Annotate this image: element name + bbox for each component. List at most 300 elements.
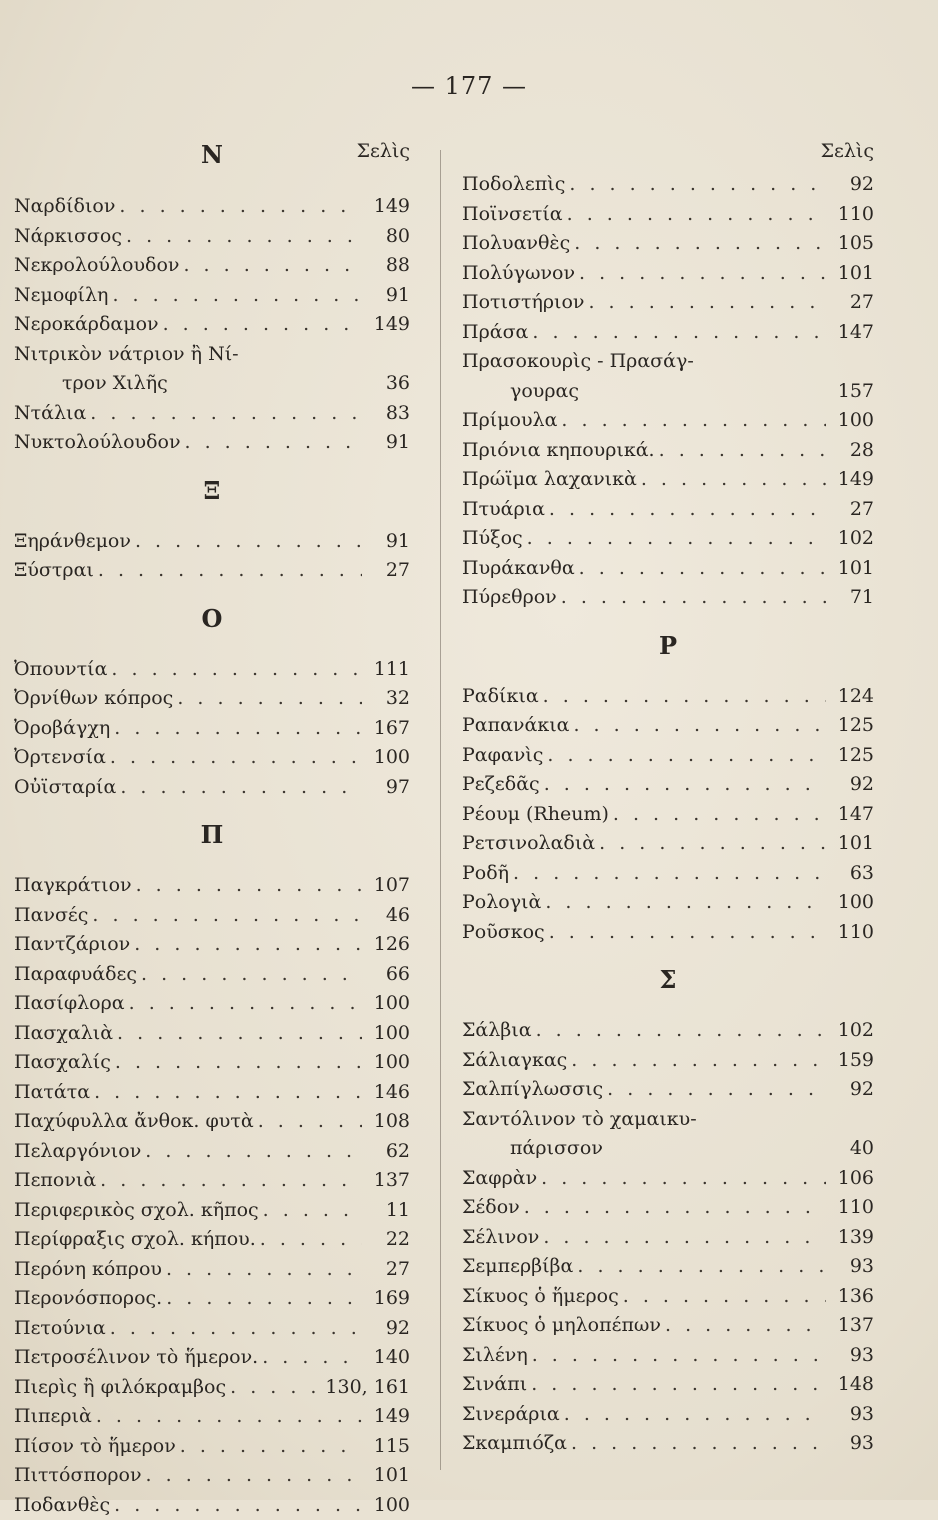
entry-page: 102 bbox=[826, 524, 874, 554]
entry-page: 22 bbox=[362, 1225, 410, 1255]
index-entry bbox=[14, 281, 410, 311]
right-column-header: Σελὶς bbox=[462, 140, 874, 170]
leader-dots bbox=[106, 743, 362, 773]
entry-term: Ρέουμ (Rheum) bbox=[462, 800, 609, 830]
entry-page: 105 bbox=[826, 229, 874, 259]
leader-dots bbox=[131, 527, 362, 557]
leader-dots bbox=[575, 554, 826, 584]
index-entry bbox=[462, 682, 874, 712]
index-entry bbox=[14, 901, 410, 931]
index-entry bbox=[462, 1341, 874, 1371]
leader-dots bbox=[563, 200, 826, 230]
entry-term: Πράσα bbox=[462, 318, 528, 348]
leader-dots bbox=[509, 859, 826, 889]
entry-term: Οὐϊσταρία bbox=[14, 773, 116, 803]
entry-page: 28 bbox=[826, 436, 874, 466]
leader-dots bbox=[113, 1019, 362, 1049]
entry-page: 126 bbox=[362, 930, 410, 960]
entry-term: Πρασοκουρὶς - Πρασάγ- bbox=[462, 347, 694, 377]
leader-dots bbox=[567, 1429, 826, 1459]
entry-term: Νεμοφίλη bbox=[14, 281, 108, 311]
leader-dots bbox=[565, 170, 826, 200]
entry-page: 101 bbox=[826, 259, 874, 289]
entry-page: 36 bbox=[362, 369, 410, 399]
leader-dots bbox=[94, 556, 362, 586]
entry-page: 63 bbox=[826, 859, 874, 889]
section-letter: Ρ bbox=[462, 631, 874, 660]
entry-page: 106 bbox=[826, 1164, 874, 1194]
entry-page: 71 bbox=[826, 583, 874, 613]
entry-page: 66 bbox=[362, 960, 410, 990]
entry-page: 27 bbox=[826, 495, 874, 525]
page-number: — 177 — bbox=[0, 72, 938, 100]
entry-term: Σινάπι bbox=[462, 1370, 527, 1400]
entry-page: 140 bbox=[362, 1343, 410, 1373]
section-letter: Σ bbox=[462, 965, 874, 994]
entry-page: 137 bbox=[826, 1311, 874, 1341]
entry-page: 136 bbox=[826, 1282, 874, 1312]
index-entry bbox=[14, 655, 410, 685]
index-entry bbox=[14, 1402, 410, 1432]
entry-page: 111 bbox=[362, 655, 410, 685]
leader-dots bbox=[106, 1314, 362, 1344]
leader-dots bbox=[108, 281, 362, 311]
leader-dots bbox=[567, 1046, 826, 1076]
index-entry bbox=[462, 524, 874, 554]
index-entry bbox=[14, 1078, 410, 1108]
leader-dots bbox=[537, 1164, 826, 1194]
entry-page: 100 bbox=[362, 743, 410, 773]
entry-term: Ροδῆ bbox=[462, 859, 509, 889]
entry-page: 100 bbox=[826, 406, 874, 436]
entry-term: Σινεράρια bbox=[462, 1400, 560, 1430]
entry-term: Πυράκανθα bbox=[462, 554, 575, 584]
entry-page: 32 bbox=[362, 684, 410, 714]
entry-page: 110 bbox=[826, 918, 874, 948]
entry-page: 125 bbox=[826, 741, 874, 771]
entry-term: Πιπεριὰ bbox=[14, 1402, 92, 1432]
leader-dots bbox=[541, 888, 826, 918]
entry-page: 159 bbox=[826, 1046, 874, 1076]
leader-dots bbox=[110, 1491, 362, 1520]
index-entry bbox=[14, 1284, 410, 1314]
entry-page: 93 bbox=[826, 1400, 874, 1430]
entry-term: Σάλιαγκας bbox=[462, 1046, 567, 1076]
leader-dots bbox=[570, 229, 826, 259]
index-entry bbox=[14, 743, 410, 773]
entry-page: 169 bbox=[362, 1284, 410, 1314]
index-entry bbox=[462, 1134, 874, 1164]
leader-dots bbox=[142, 1461, 362, 1491]
index-entry bbox=[14, 251, 410, 281]
entry-term: Πετροσέλινον τὸ ἥμερον. bbox=[14, 1343, 258, 1373]
entry-term: Παγκράτιον bbox=[14, 871, 132, 901]
entry-term: Ὀρνίθων κόπρος bbox=[14, 684, 173, 714]
entry-page: 100 bbox=[362, 1491, 410, 1520]
leader-dots bbox=[528, 318, 826, 348]
entry-page: 139 bbox=[826, 1223, 874, 1253]
entry-page: 83 bbox=[362, 399, 410, 429]
leader-dots bbox=[130, 930, 362, 960]
index-entry bbox=[14, 192, 410, 222]
entry-page: 149 bbox=[362, 310, 410, 340]
entry-term: Πρίμουλα bbox=[462, 406, 557, 436]
entry-term: Ὀρτενσία bbox=[14, 743, 106, 773]
entry-term: Πατάτα bbox=[14, 1078, 90, 1108]
entry-page: 149 bbox=[826, 465, 874, 495]
leader-dots bbox=[532, 1016, 826, 1046]
index-entry bbox=[462, 554, 874, 584]
index-entry bbox=[14, 1196, 410, 1226]
entry-page: 27 bbox=[362, 556, 410, 586]
leader-dots bbox=[619, 1282, 826, 1312]
index-entry bbox=[14, 1461, 410, 1491]
entry-term: Ρολογιὰ bbox=[462, 888, 541, 918]
leader-dots bbox=[528, 1341, 826, 1371]
index-entry bbox=[462, 465, 874, 495]
leader-dots bbox=[115, 192, 362, 222]
index-entry bbox=[462, 495, 874, 525]
leader-dots bbox=[107, 655, 362, 685]
leader-dots bbox=[162, 1284, 362, 1314]
leader-dots bbox=[254, 1107, 362, 1137]
leader-dots bbox=[173, 684, 362, 714]
index-entry bbox=[14, 556, 410, 586]
entry-page: 92 bbox=[826, 170, 874, 200]
index-entry bbox=[14, 1373, 410, 1403]
entry-term: Πιερὶς ἢ φιλόκραμβος bbox=[14, 1373, 226, 1403]
entry-page: 157 bbox=[826, 377, 874, 407]
leader-dots bbox=[256, 1225, 362, 1255]
entry-page: 167 bbox=[362, 714, 410, 744]
entry-page: 125 bbox=[826, 711, 874, 741]
entry-term: γουρας bbox=[462, 377, 579, 407]
leader-dots bbox=[609, 800, 826, 830]
entry-term: τρον Χιλῆς bbox=[14, 369, 168, 399]
entry-term: Σεμπερβίβα bbox=[462, 1252, 573, 1282]
entry-term: Σέδον bbox=[462, 1193, 520, 1223]
entry-page: 93 bbox=[826, 1252, 874, 1282]
index-entry bbox=[14, 340, 410, 370]
entry-term: Ὀπουντία bbox=[14, 655, 107, 685]
entry-page: 93 bbox=[826, 1341, 874, 1371]
entry-page: 97 bbox=[362, 773, 410, 803]
right-column bbox=[462, 140, 874, 1459]
entry-page: 137 bbox=[362, 1166, 410, 1196]
leader-dots bbox=[258, 1343, 362, 1373]
leader-dots bbox=[637, 465, 826, 495]
leader-dots bbox=[110, 714, 362, 744]
index-entry bbox=[14, 527, 410, 557]
leader-dots bbox=[575, 259, 826, 289]
index-entry bbox=[462, 741, 874, 771]
entry-page: 110 bbox=[826, 1193, 874, 1223]
index-entry bbox=[462, 200, 874, 230]
index-entry bbox=[14, 222, 410, 252]
index-entry bbox=[14, 989, 410, 1019]
index-entry bbox=[462, 1282, 874, 1312]
index-entry bbox=[462, 800, 874, 830]
index-entry bbox=[462, 1075, 874, 1105]
entry-term: Σέλινον bbox=[462, 1223, 539, 1253]
entry-term: Ραπανάκια bbox=[462, 711, 569, 741]
entry-term: Ραφανὶς bbox=[462, 741, 543, 771]
index-entry bbox=[14, 428, 410, 458]
entry-term: Παραφυάδες bbox=[14, 960, 137, 990]
section-letter: Ξ bbox=[14, 476, 410, 505]
index-entry bbox=[462, 229, 874, 259]
leader-dots bbox=[125, 989, 362, 1019]
entry-page: 100 bbox=[362, 989, 410, 1019]
leader-dots bbox=[545, 918, 826, 948]
leader-dots bbox=[90, 1078, 362, 1108]
entry-term: πάρισσον bbox=[462, 1134, 603, 1164]
entry-term: Πύρεθρον bbox=[462, 583, 557, 613]
entry-term: Ραδίκια bbox=[462, 682, 539, 712]
entry-term: Πασχαλίς bbox=[14, 1048, 111, 1078]
leader-dots bbox=[86, 399, 362, 429]
index-entry bbox=[462, 1223, 874, 1253]
index-entry bbox=[14, 1491, 410, 1520]
leader-dots bbox=[560, 1400, 826, 1430]
leader-dots bbox=[573, 1252, 826, 1282]
index-entry bbox=[462, 1429, 874, 1459]
entry-term: Πασχαλιὰ bbox=[14, 1019, 113, 1049]
entry-page: 107 bbox=[362, 871, 410, 901]
leader-dots bbox=[539, 682, 826, 712]
entry-term: Σιλένη bbox=[462, 1341, 528, 1371]
entry-page: 149 bbox=[362, 192, 410, 222]
entry-term: Πίσον τὸ ἥμερον bbox=[14, 1432, 176, 1462]
index-entry bbox=[14, 369, 410, 399]
entry-term: Ποδανθὲς bbox=[14, 1491, 110, 1520]
entry-term: Σκαμπιόζα bbox=[462, 1429, 567, 1459]
leader-dots bbox=[557, 406, 826, 436]
leader-dots bbox=[122, 222, 362, 252]
entry-page: 149 bbox=[362, 1402, 410, 1432]
leader-dots bbox=[523, 524, 826, 554]
entry-page: 88 bbox=[362, 251, 410, 281]
entry-term: Ποδολεπὶς bbox=[462, 170, 565, 200]
leader-dots bbox=[179, 251, 362, 281]
index-entry bbox=[14, 714, 410, 744]
entry-term: Πελαργόνιον bbox=[14, 1137, 141, 1167]
leader-dots bbox=[603, 1075, 826, 1105]
entry-term: Πύξος bbox=[462, 524, 523, 554]
entry-page: 102 bbox=[826, 1016, 874, 1046]
leader-dots bbox=[557, 583, 826, 613]
entry-term: Ποτιστήριον bbox=[462, 288, 584, 318]
entry-page: 27 bbox=[826, 288, 874, 318]
entry-page: 93 bbox=[826, 1429, 874, 1459]
index-entry bbox=[462, 1105, 874, 1135]
leader-dots bbox=[176, 1432, 362, 1462]
entry-page: 92 bbox=[362, 1314, 410, 1344]
column-divider bbox=[440, 150, 441, 1470]
left-column-header: Σελὶς bbox=[14, 140, 410, 170]
section-letter: Ν bbox=[14, 140, 410, 170]
entry-term: Σίκυος ὁ μηλοπέπων bbox=[462, 1311, 661, 1341]
index-entry bbox=[462, 770, 874, 800]
leader-dots bbox=[527, 1370, 826, 1400]
index-entry bbox=[14, 930, 410, 960]
entry-term: Περόνη κόπρου bbox=[14, 1255, 162, 1285]
entry-page: 101 bbox=[362, 1461, 410, 1491]
index-entry bbox=[462, 859, 874, 889]
entry-page: 130, 161 bbox=[325, 1373, 410, 1403]
leader-dots bbox=[655, 436, 826, 466]
index-entry bbox=[462, 288, 874, 318]
index-entry bbox=[462, 318, 874, 348]
entry-term: Περίφραξις σχολ. κήπου. bbox=[14, 1225, 256, 1255]
entry-term: Ποϊνσετία bbox=[462, 200, 563, 230]
entry-term: Ξύστραι bbox=[14, 556, 94, 586]
index-entry bbox=[462, 583, 874, 613]
entry-term: Πιττόσπορον bbox=[14, 1461, 142, 1491]
entry-term: Νεκρολούλουδον bbox=[14, 251, 179, 281]
leader-dots bbox=[543, 741, 826, 771]
entry-term: Παντζάριον bbox=[14, 930, 130, 960]
entry-page: 27 bbox=[362, 1255, 410, 1285]
leader-dots bbox=[88, 901, 362, 931]
leader-dots bbox=[661, 1311, 826, 1341]
entry-term: Σίκυος ὁ ἥμερος bbox=[462, 1282, 619, 1312]
entry-page: 46 bbox=[362, 901, 410, 931]
leader-dots bbox=[584, 288, 826, 318]
index-entry bbox=[462, 436, 874, 466]
entry-page: 101 bbox=[826, 829, 874, 859]
entry-term: Πολυανθὲς bbox=[462, 229, 570, 259]
index-entry bbox=[14, 310, 410, 340]
entry-page: 147 bbox=[826, 318, 874, 348]
index-entry bbox=[14, 1255, 410, 1285]
index-entry bbox=[462, 1252, 874, 1282]
entry-term: Ξηράνθεμον bbox=[14, 527, 131, 557]
index-entry bbox=[14, 1107, 410, 1137]
leader-dots bbox=[116, 773, 362, 803]
entry-term: Πεπονιὰ bbox=[14, 1166, 96, 1196]
leader-dots bbox=[162, 1255, 362, 1285]
entry-term: Σαλπίγλωσσις bbox=[462, 1075, 603, 1105]
entry-term: Ντάλια bbox=[14, 399, 86, 429]
entry-page: 101 bbox=[826, 554, 874, 584]
index-entry bbox=[462, 1400, 874, 1430]
leader-dots bbox=[181, 428, 363, 458]
leader-dots bbox=[595, 829, 826, 859]
index-entry bbox=[462, 829, 874, 859]
leader-dots bbox=[159, 310, 362, 340]
entry-page: 11 bbox=[362, 1196, 410, 1226]
leader-dots bbox=[137, 960, 362, 990]
index-entry bbox=[462, 1193, 874, 1223]
entry-page: 80 bbox=[362, 222, 410, 252]
index-entry bbox=[462, 711, 874, 741]
leader-dots bbox=[92, 1402, 362, 1432]
entry-term: Παχύφυλλα ἄνθοκ. φυτὰ bbox=[14, 1107, 254, 1137]
leader-dots bbox=[132, 871, 362, 901]
section-letter: Ο bbox=[14, 604, 410, 633]
entry-term: Πασίφλορα bbox=[14, 989, 125, 1019]
leader-dots bbox=[141, 1137, 362, 1167]
entry-page: 100 bbox=[826, 888, 874, 918]
entry-term: Πολύγωνον bbox=[462, 259, 575, 289]
index-entry bbox=[462, 347, 874, 377]
entry-term: Νυκτολούλουδον bbox=[14, 428, 181, 458]
leader-dots bbox=[226, 1373, 325, 1403]
entry-term: Νιτρικὸν νάτριον ἢ Νί- bbox=[14, 340, 239, 370]
index-entry bbox=[14, 1048, 410, 1078]
index-entry bbox=[14, 1225, 410, 1255]
entry-page: 91 bbox=[362, 428, 410, 458]
index-entry bbox=[462, 1016, 874, 1046]
entry-page: 147 bbox=[826, 800, 874, 830]
entry-page: 92 bbox=[826, 770, 874, 800]
index-entry bbox=[14, 684, 410, 714]
entry-page: 62 bbox=[362, 1137, 410, 1167]
entry-term: Ὀροβάγχη bbox=[14, 714, 110, 744]
entry-page: 148 bbox=[826, 1370, 874, 1400]
index-entry bbox=[462, 888, 874, 918]
index-entry bbox=[14, 399, 410, 429]
index-entry bbox=[462, 1311, 874, 1341]
entry-term: Σαφρὰν bbox=[462, 1164, 537, 1194]
index-entry bbox=[14, 1137, 410, 1167]
left-column bbox=[14, 140, 410, 1520]
entry-page: 110 bbox=[826, 200, 874, 230]
entry-term: Πτυάρια bbox=[462, 495, 545, 525]
entry-term: Πριόνια κηπουρικά. bbox=[462, 436, 655, 466]
index-entry bbox=[462, 259, 874, 289]
entry-term: Πρώϊμα λαχανικὰ bbox=[462, 465, 637, 495]
index-entry bbox=[14, 1019, 410, 1049]
index-entry bbox=[14, 773, 410, 803]
entry-page: 115 bbox=[362, 1432, 410, 1462]
entry-page: 91 bbox=[362, 281, 410, 311]
index-entry bbox=[462, 1046, 874, 1076]
leader-dots bbox=[259, 1196, 362, 1226]
leader-dots bbox=[111, 1048, 362, 1078]
index-entry bbox=[14, 1166, 410, 1196]
entry-term: Ρεζεδᾶς bbox=[462, 770, 540, 800]
entry-term: Πανσές bbox=[14, 901, 88, 931]
leader-dots bbox=[96, 1166, 362, 1196]
index-entry bbox=[14, 1314, 410, 1344]
entry-term: Νάρκισσος bbox=[14, 222, 122, 252]
leader-dots bbox=[569, 711, 826, 741]
entry-page: 40 bbox=[826, 1134, 874, 1164]
index-entry bbox=[462, 918, 874, 948]
leader-dots bbox=[540, 770, 826, 800]
entry-page: 100 bbox=[362, 1048, 410, 1078]
entry-term: Ροῦσκος bbox=[462, 918, 545, 948]
index-entry bbox=[462, 1370, 874, 1400]
entry-term: Ναρδίδιον bbox=[14, 192, 115, 222]
index-entry bbox=[14, 960, 410, 990]
entry-page: 91 bbox=[362, 527, 410, 557]
entry-page: 108 bbox=[362, 1107, 410, 1137]
entry-page: 146 bbox=[362, 1078, 410, 1108]
leader-dots bbox=[539, 1223, 826, 1253]
entry-term: Σαντόλινον τὸ χαμαικυ- bbox=[462, 1105, 697, 1135]
index-entry bbox=[14, 871, 410, 901]
index-entry bbox=[462, 377, 874, 407]
index-entry bbox=[14, 1343, 410, 1373]
entry-page: 100 bbox=[362, 1019, 410, 1049]
index-entry bbox=[462, 170, 874, 200]
entry-page: 124 bbox=[826, 682, 874, 712]
entry-term: Πετούνια bbox=[14, 1314, 106, 1344]
entry-page: 92 bbox=[826, 1075, 874, 1105]
